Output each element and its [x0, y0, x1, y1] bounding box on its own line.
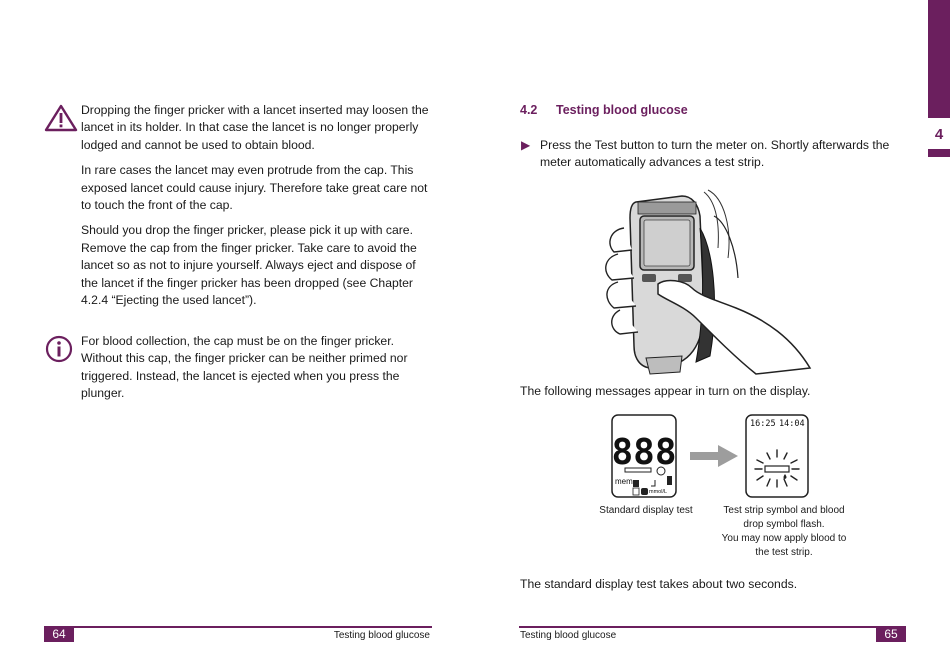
info-paragraph: For blood collection, the cap must be on the finger pricker. Without this cap, the finger pricker can be neither primed nor triggered. Instead, the lancet is ejected when you press the plunger.	[81, 334, 408, 401]
step-arrow-icon: ▶	[521, 138, 531, 152]
closing-text: The standard display test takes about two seconds.	[520, 577, 798, 591]
meter-in-hand-illustration	[596, 188, 816, 378]
display2-caption-line: Test strip symbol and blood	[723, 505, 845, 516]
warning-paragraph: Should you drop the finger pricker, please pick it up with care. Remove the cap from the finger pricker. Take care to avoid the lancet so as not to injure yourself. Always eject and dispose of the lancet if the finger pricker has been dropped (see Chapter 4.2.4 “Ejecting the used lancet”).	[81, 223, 417, 308]
warning-paragraph: In rare cases the lancet may even protrude from the cap. This exposed lancet could cause injury. Therefore take great care not to touch the front of the cap.	[81, 163, 428, 213]
footer-title-left: Testing blood glucose	[333, 630, 430, 641]
footer-title-right: Testing blood glucose	[520, 630, 617, 641]
display2-caption	[719, 504, 849, 560]
display2-caption-line: drop symbol flash.	[743, 519, 825, 530]
section-number: 4.2	[520, 103, 538, 117]
messages-intro: The following messages appear in turn on the display.	[520, 384, 811, 398]
chapter-tab-number: 4	[934, 126, 944, 143]
display-time-right: 14:04	[779, 419, 805, 429]
chapter-tab-bar	[928, 0, 950, 118]
footer-rule-right	[519, 626, 906, 628]
display-unit-label: mmol/L	[649, 489, 668, 495]
flashing-symbol-display-screen	[745, 414, 809, 498]
warning-icon	[44, 104, 78, 132]
display1-caption: Standard display test	[599, 505, 693, 516]
warning-paragraph: Dropping the finger pricker with a lancet inserted may loosen the lancet in its holder. In that case the lancet is no longer properly lodged and cannot be used to obtain blood.	[81, 103, 429, 152]
display-digits: 888	[611, 432, 677, 473]
chapter-tab-marker	[928, 149, 950, 157]
info-block	[81, 333, 431, 403]
step-text: Press the Test button to turn the meter on. Shortly afterwards the meter automatically advances a test strip.	[540, 138, 890, 170]
display-time-left: 16:25	[750, 419, 776, 429]
display2-caption-line: the test strip.	[755, 547, 813, 558]
standard-display-screen	[611, 414, 677, 498]
page-number-right: 65	[876, 627, 906, 642]
footer-rule-left	[44, 626, 432, 628]
warning-block	[81, 102, 431, 309]
display2-caption-line: You may now apply blood to	[721, 533, 847, 544]
sequence-arrow-icon	[690, 445, 738, 467]
section-title: Testing blood glucose	[556, 103, 688, 117]
display-mem-label: mem	[615, 477, 633, 486]
info-icon	[45, 335, 73, 363]
page-number-left: 64	[44, 627, 74, 642]
